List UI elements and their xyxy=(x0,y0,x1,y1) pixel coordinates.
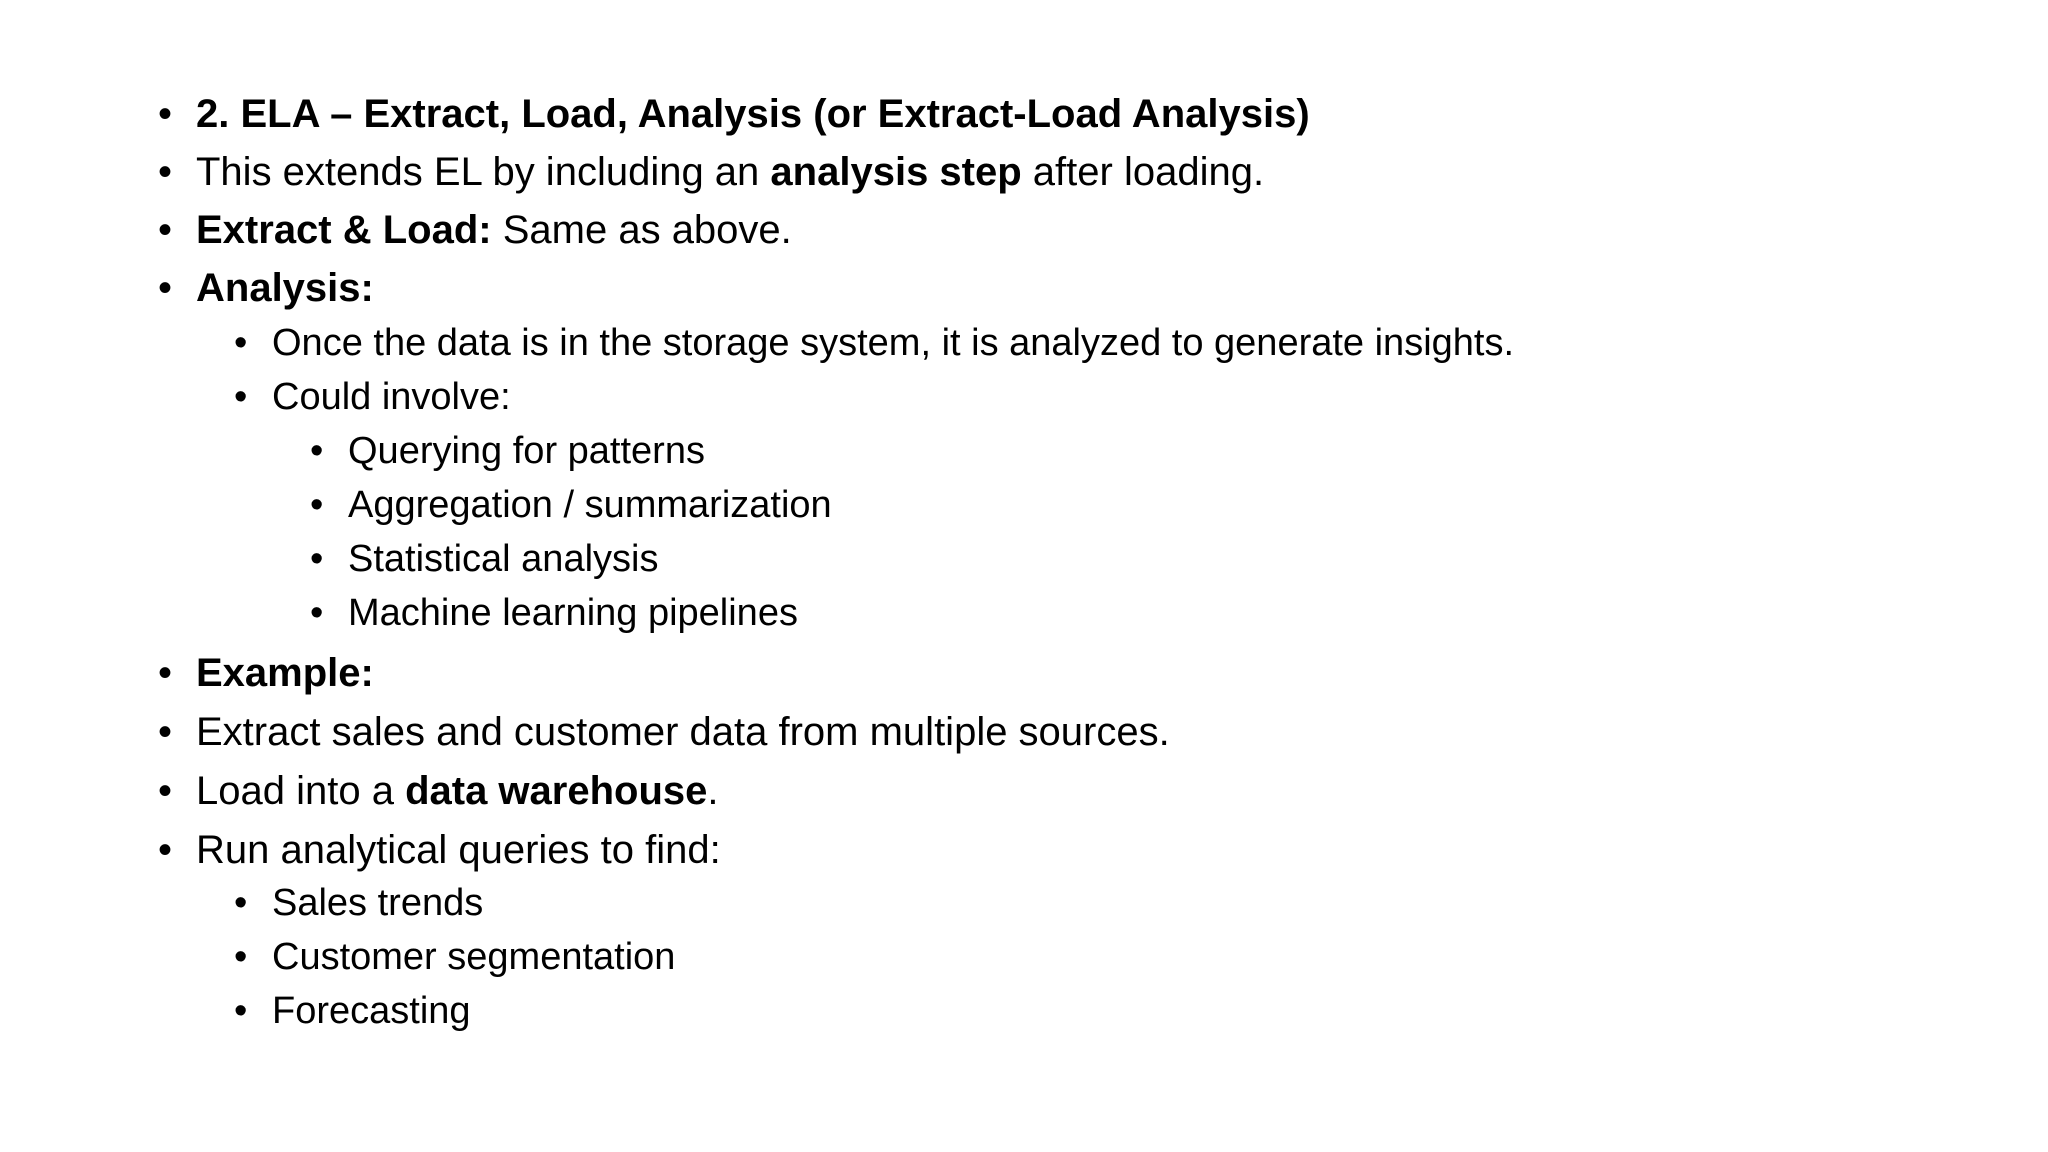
text-run: Load into a xyxy=(196,769,406,813)
bullet-text xyxy=(196,710,1170,755)
text-run: Sales trends xyxy=(272,882,484,924)
bullet-text xyxy=(272,990,471,1033)
text-run: Customer segmentation xyxy=(272,936,676,978)
text-run: Once the data is in the storage system, it is analyzed to generate insights. xyxy=(272,322,1515,364)
bullet-dot-icon: • xyxy=(158,208,173,252)
bullet-dot-icon: • xyxy=(310,538,324,580)
bullet-text xyxy=(196,92,1310,137)
text-run: Could involve: xyxy=(272,376,511,418)
bullet-text xyxy=(196,266,374,311)
text-run: Statistical analysis xyxy=(348,538,659,580)
text-run: Run analytical queries to find: xyxy=(196,828,721,872)
text-run: This extends EL by including an xyxy=(196,150,771,194)
text-run: Machine learning pipelines xyxy=(348,592,798,634)
bullet-text xyxy=(196,651,374,696)
bullet-text xyxy=(196,208,792,253)
bold-run: Analysis: xyxy=(196,266,374,310)
text-run: after loading. xyxy=(1021,150,1265,194)
bullet-text xyxy=(272,322,1514,365)
bullet-dot-icon: • xyxy=(158,710,173,754)
bullet-text xyxy=(196,769,719,814)
bullet-text xyxy=(348,484,832,527)
bullet-text xyxy=(272,936,675,979)
bullet-dot-icon: • xyxy=(234,322,248,364)
bold-run: Extract & Load: xyxy=(196,208,492,252)
text-run: . xyxy=(707,769,719,813)
bullet-dot-icon: • xyxy=(158,266,173,310)
bullet-text xyxy=(272,376,511,419)
bullet-text xyxy=(272,882,483,925)
text-run: Extract sales and customer data from multiple sources. xyxy=(196,710,1170,754)
bold-run: 2. ELA – Extract, Load, Analysis (or Extract-Load Analysis) xyxy=(196,92,1310,136)
bullet-dot-icon: • xyxy=(234,376,248,418)
bullet-text xyxy=(348,430,705,473)
bold-run: Example: xyxy=(196,651,374,695)
bullet-dot-icon: • xyxy=(234,936,248,978)
bullet-dot-icon: • xyxy=(158,92,173,136)
bullet-text xyxy=(348,592,798,635)
text-run: Querying for patterns xyxy=(348,430,705,472)
bullet-dot-icon: • xyxy=(310,430,324,472)
bullet-dot-icon: • xyxy=(234,882,248,924)
bold-run: data warehouse xyxy=(405,769,708,813)
bullet-dot-icon: • xyxy=(158,769,173,813)
text-run: Same as above. xyxy=(491,208,792,252)
bold-run: analysis step xyxy=(770,150,1022,194)
bullet-dot-icon: • xyxy=(158,651,173,695)
bullet-dot-icon: • xyxy=(234,990,248,1032)
bullet-text xyxy=(196,150,1264,195)
text-run: Aggregation / summarization xyxy=(348,484,832,526)
bullet-dot-icon: • xyxy=(310,592,324,634)
bullet-dot-icon: • xyxy=(158,828,173,872)
text-run: Forecasting xyxy=(272,990,471,1032)
bullet-text xyxy=(348,538,658,581)
bullet-dot-icon: • xyxy=(310,484,324,526)
bullet-dot-icon: • xyxy=(158,150,173,194)
bullet-text xyxy=(196,828,721,873)
